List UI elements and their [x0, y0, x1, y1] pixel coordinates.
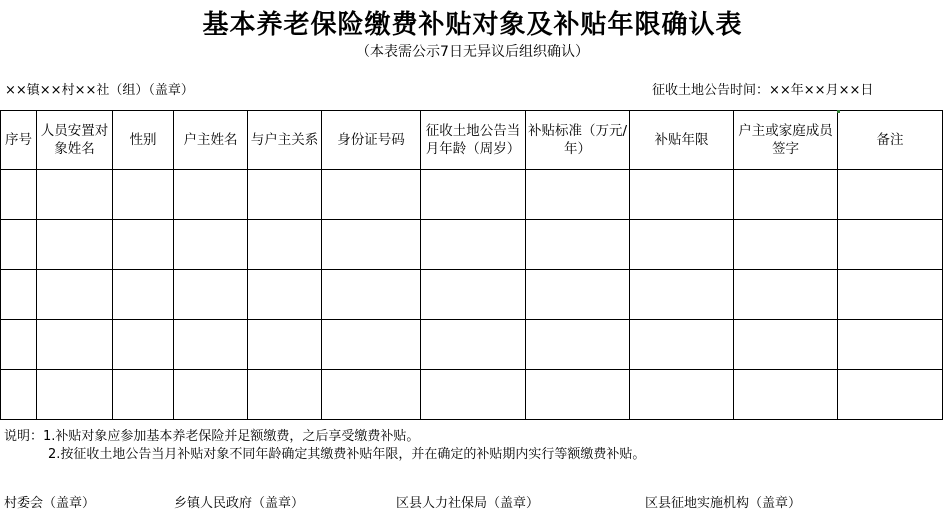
table-cell[interactable]	[630, 320, 734, 370]
table-cell[interactable]	[248, 170, 322, 220]
table-cell[interactable]	[734, 220, 838, 270]
table-cell[interactable]	[113, 320, 174, 370]
table-cell[interactable]	[1, 270, 37, 320]
table-cell[interactable]	[1, 220, 37, 270]
table-cell[interactable]	[1, 170, 37, 220]
table-cell[interactable]	[838, 220, 943, 270]
header-cell-subsidy-standard: 补贴标准（万元/年）	[526, 111, 630, 170]
table-cell[interactable]	[526, 320, 630, 370]
table-cell[interactable]	[838, 320, 943, 370]
table-cell[interactable]	[734, 170, 838, 220]
table-cell[interactable]	[322, 320, 421, 370]
table-cell[interactable]	[1, 370, 37, 420]
header-cell-householder-name: 户主姓名	[174, 111, 248, 170]
table-cell[interactable]	[421, 270, 526, 320]
header-cell-id-number: 身份证号码	[322, 111, 421, 170]
table-cell[interactable]	[421, 170, 526, 220]
note-line-1: 说明：1.补贴对象应参加基本养老保险并足额缴费，之后享受缴费补贴。	[4, 429, 420, 444]
table-cell[interactable]	[526, 270, 630, 320]
table-cell[interactable]	[248, 320, 322, 370]
header-cell-person-name: 人员安置对象姓名	[37, 111, 113, 170]
table-cell[interactable]	[734, 320, 838, 370]
table-cell[interactable]	[248, 270, 322, 320]
land-agency-stamp: 区县征地实施机构（盖章）	[645, 496, 802, 511]
table-cell[interactable]	[174, 370, 248, 420]
notes-block	[4, 428, 645, 464]
table-cell[interactable]	[37, 270, 113, 320]
table-cell[interactable]	[37, 170, 113, 220]
table-cell[interactable]	[526, 170, 630, 220]
note-line-2: 2.按征收土地公告当月补贴对象不同年龄确定其缴费补贴年限，并在确定的补贴期内实行等额缴费补贴。	[48, 447, 646, 462]
table-cell[interactable]	[322, 220, 421, 270]
table-cell[interactable]	[113, 220, 174, 270]
table-cell[interactable]	[526, 370, 630, 420]
table-cell[interactable]	[174, 220, 248, 270]
table-cell[interactable]	[838, 270, 943, 320]
table-cell[interactable]	[37, 220, 113, 270]
table-cell[interactable]	[421, 220, 526, 270]
header-cell-relationship: 与户主关系	[248, 111, 322, 170]
table-cell[interactable]	[838, 370, 943, 420]
table-row	[1, 320, 943, 370]
table-cell[interactable]	[630, 370, 734, 420]
table-cell[interactable]	[322, 270, 421, 320]
cell-marker	[837, 110, 840, 113]
table-cell[interactable]	[421, 370, 526, 420]
village-committee-stamp: 村委会（盖章）	[4, 496, 96, 511]
table-cell[interactable]	[37, 370, 113, 420]
header-cell-index: 序号	[1, 111, 37, 170]
form-title: 基本养老保险缴费补贴对象及补贴年限确认表	[202, 10, 743, 40]
table-cell[interactable]	[734, 270, 838, 320]
table-cell[interactable]	[248, 370, 322, 420]
header-cell-age: 征收土地公告当月年龄（周岁）	[421, 111, 526, 170]
confirmation-table	[0, 110, 943, 420]
table-cell[interactable]	[248, 220, 322, 270]
announcement-date-line: 征收土地公告时间：××年××月××日	[652, 83, 874, 98]
table-cell[interactable]	[174, 170, 248, 220]
table-cell[interactable]	[421, 320, 526, 370]
table-row	[1, 170, 943, 220]
table-cell[interactable]	[630, 270, 734, 320]
township-government-stamp: 乡镇人民政府（盖章）	[174, 496, 305, 511]
table-cell[interactable]	[174, 270, 248, 320]
table-cell[interactable]	[526, 220, 630, 270]
table-cell[interactable]	[37, 320, 113, 370]
table-cell[interactable]	[322, 170, 421, 220]
hr-bureau-stamp: 区县人力社保局（盖章）	[396, 496, 540, 511]
table-cell[interactable]	[1, 320, 37, 370]
header-cell-subsidy-years: 补贴年限	[630, 111, 734, 170]
table-cell[interactable]	[113, 270, 174, 320]
table-row	[1, 370, 943, 420]
unit-stamp-line: ××镇××村××社（组）（盖章）	[5, 83, 194, 98]
table-cell[interactable]	[630, 170, 734, 220]
header-cell-remarks: 备注	[838, 111, 943, 170]
table-cell[interactable]	[630, 220, 734, 270]
table-cell[interactable]	[174, 320, 248, 370]
table-row	[1, 270, 943, 320]
table-header-row	[1, 111, 943, 170]
table-cell[interactable]	[838, 170, 943, 220]
table-cell[interactable]	[113, 370, 174, 420]
header-cell-signature: 户主或家庭成员签字	[734, 111, 838, 170]
table-cell[interactable]	[734, 370, 838, 420]
table-cell[interactable]	[113, 170, 174, 220]
table-row	[1, 220, 943, 270]
form-subtitle: （本表需公示7日无异议后组织确认）	[356, 44, 589, 60]
header-cell-gender: 性别	[113, 111, 174, 170]
table-cell[interactable]	[322, 370, 421, 420]
